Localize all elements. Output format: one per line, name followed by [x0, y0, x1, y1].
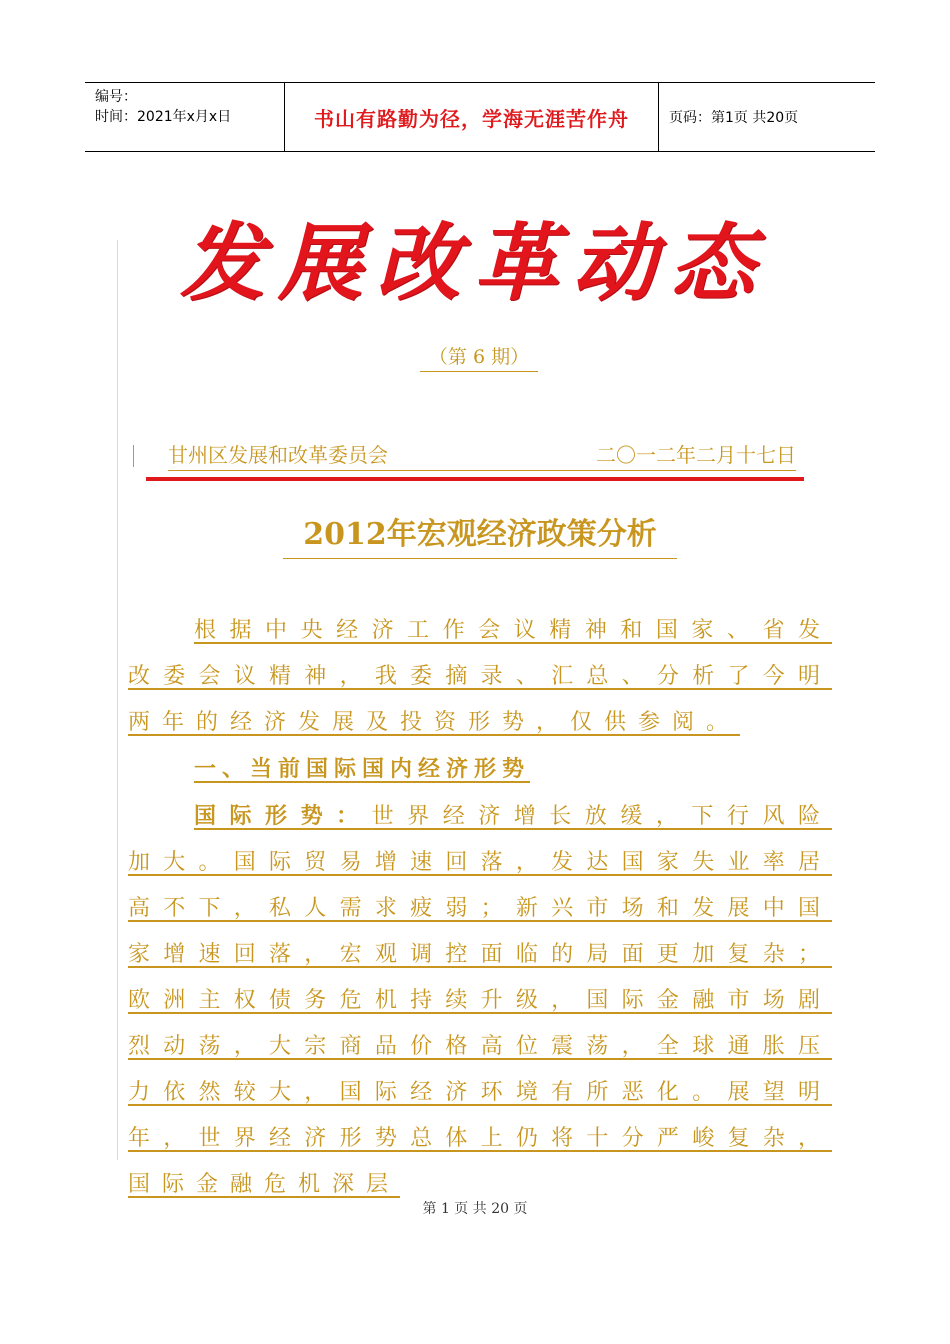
- page-footer: 第 1 页 共 20 页: [422, 1201, 528, 1217]
- red-divider: [146, 477, 804, 481]
- intro-paragraph: 根据中央经济工作会议精神和国家、省发改委会议精神，我委摘录、汇总、分析了今明两年的经济发展及投资形势，仅供参阅。: [128, 618, 832, 735]
- cursor-mark: [133, 445, 134, 467]
- article-body: [128, 608, 832, 1208]
- intl-paragraph: 世界经济增长放缓，下行风险加大。国际贸易增速回落，发达国家失业率居高不下，私人需求疲弱；新兴市场和发展中国家增速回落，宏观调控面临的局面更加复杂；欧洲主权债务危机持续升级，国际金融市场剧烈动荡，大宗商品价格高位震荡，全球通胀压力依然较大，国际经济环境有所恶化。展望明年，世界经济形势总体上仍将十分严峻复杂，国际金融危机深层: [128, 804, 832, 1197]
- article-title: 2012年宏观经济政策分析: [283, 512, 677, 559]
- masthead-title: 发展改革动态: [180, 213, 769, 312]
- motto: 书山有路勤为径，学海无涯苦作舟: [285, 83, 659, 151]
- header-table: [85, 82, 875, 152]
- margin-line: [117, 240, 118, 1160]
- header-page-label: 页码：第1页 共20页: [669, 110, 799, 126]
- header-meta-cell: [85, 83, 285, 151]
- time-label: 时间：2021年x月x日: [95, 109, 232, 125]
- publisher-line: [168, 440, 796, 471]
- organization: 甘州区发展和改革委员会: [168, 443, 388, 467]
- issue-number: （第 6 期）: [420, 342, 538, 372]
- publish-date: 二〇一二年二月十七日: [596, 443, 796, 467]
- number-label: 编号：: [95, 89, 137, 105]
- intl-label: 国际形势：: [194, 803, 372, 829]
- section-heading: 一、当前国际国内经济形势: [194, 756, 531, 782]
